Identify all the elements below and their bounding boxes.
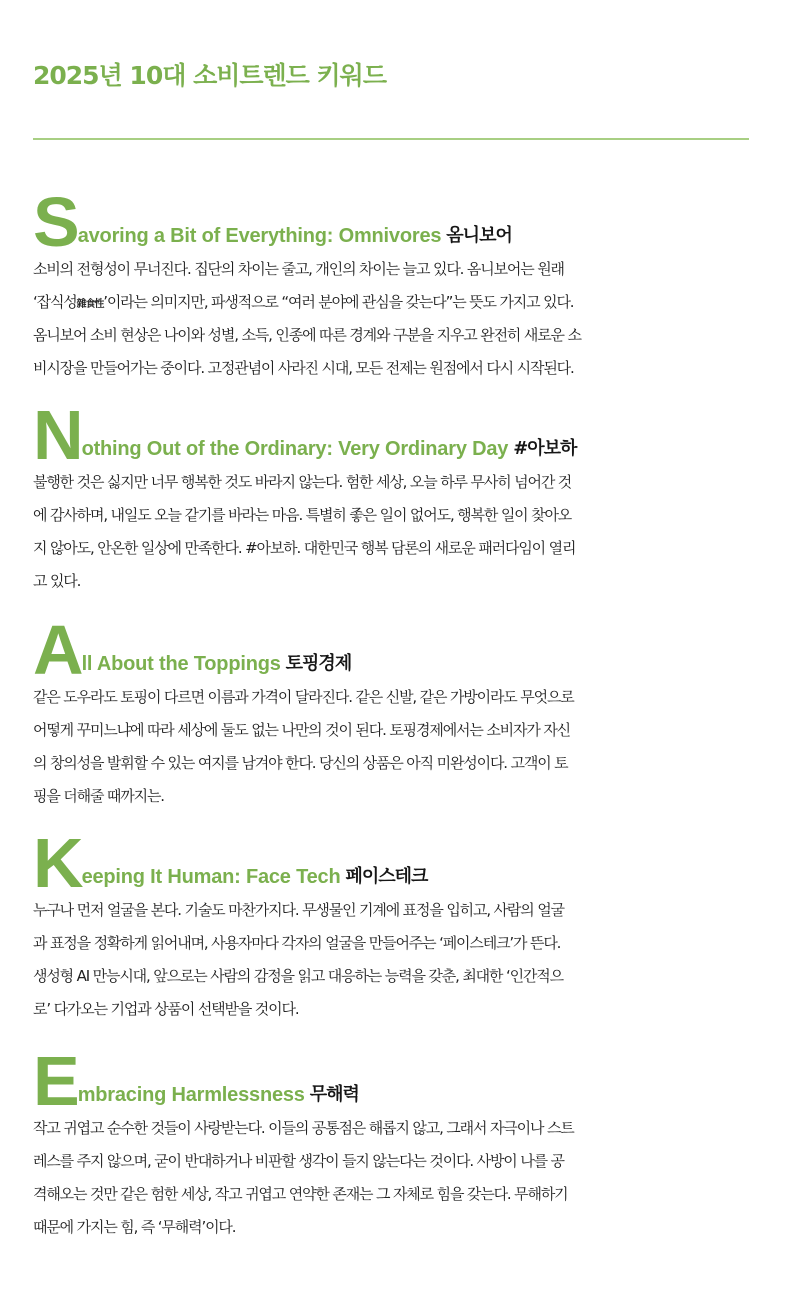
initial-letter: K [33, 824, 80, 902]
section-omnivores [33, 183, 751, 385]
body-text: ’이라는 의미지만, 파생적으로 “여러 분야에 관심을 갖는다”는 뜻도 가지고 있다. [103, 293, 574, 311]
section-heading [33, 611, 751, 689]
body-line: 작고 귀엽고 순수한 것들이 사랑받는다. 이들의 공통점은 해롭지 않고, 그래서 자극이나 스트 [33, 1119, 574, 1137]
section-title-ko: #아보하 [513, 438, 577, 459]
section-heading [33, 1042, 751, 1120]
section-body [33, 681, 751, 813]
section-title-en: ll About the Toppings [81, 653, 281, 675]
body-line: 어떻게 꾸미느냐에 따라 세상에 둘도 없는 나만의 것이 된다. 토핑경제에서는 소비자가 자신 [33, 721, 571, 739]
section-body [33, 466, 751, 598]
body-line: 의 창의성을 발휘할 수 있는 여지를 남겨야 한다. 당신의 상품은 아직 미완성이다. 고객이 토 [33, 754, 568, 772]
section-body [33, 253, 751, 385]
initial-letter: N [33, 396, 80, 474]
body-line: 고 있다. [33, 572, 81, 590]
section-harmlessness [33, 1042, 751, 1244]
body-line: 레스를 주지 않으며, 굳이 반대하거나 비판할 생각이 들지 않는다는 것이다. 사방이 나를 공 [33, 1152, 564, 1170]
initial-letter: A [33, 611, 80, 689]
body-line: 옴니보어 소비 현상은 나이와 성별, 소득, 인종에 따른 경계와 구분을 지우고 완전히 새로운 소 [33, 326, 581, 344]
section-toppings [33, 611, 751, 813]
body-line: 소비의 전형성이 무너진다. 집단의 차이는 줄고, 개인의 차이는 늘고 있다. 옴니보어는 원래 [33, 260, 564, 278]
page-title: 2025년 10대 소비트렌드 키워드 [33, 61, 386, 90]
section-face-tech [33, 824, 751, 1026]
body-line: 핑을 더해줄 때까지는. [33, 787, 164, 805]
section-title-en: avoring a Bit of Everything: Omnivores [77, 225, 442, 247]
initial-letter: S [33, 183, 76, 261]
section-heading [33, 824, 751, 902]
section-heading [33, 396, 751, 474]
body-line [33, 286, 751, 319]
section-body [33, 894, 751, 1026]
body-text: ‘잡식성 [33, 293, 77, 311]
section-title-en: othing Out of the Ordinary: Very Ordinary Day [81, 438, 509, 460]
section-title-en: mbracing Harmlessness [77, 1084, 305, 1106]
body-line: 로’ 다가오는 기업과 상품이 선택받을 것이다. [33, 1000, 299, 1018]
hanja-annotation: 雜食性 [76, 299, 104, 310]
section-heading [33, 183, 751, 261]
body-line: 누구나 먼저 얼굴을 본다. 기술도 마찬가지다. 무생물인 기계에 표정을 입히고, 사람의 얼굴 [33, 901, 564, 919]
body-line: 에 감사하며, 내일도 오늘 같기를 바라는 마음. 특별히 좋은 일이 없어도, 행복한 일이 찾아오 [33, 506, 572, 524]
section-title-en: eeping It Human: Face Tech [81, 866, 341, 888]
section-title-ko: 토핑경제 [285, 653, 352, 674]
body-line: 같은 도우라도 토핑이 다르면 이름과 가격이 달라진다. 같은 신발, 같은 가방이라도 무엇으로 [33, 688, 574, 706]
section-title-ko: 무해력 [309, 1084, 359, 1105]
section-body [33, 1112, 751, 1244]
section-title-ko: 페이스테크 [345, 866, 428, 887]
body-line: 격해오는 것만 같은 험한 세상, 작고 귀엽고 연약한 존재는 그 자체로 힘을 갖는다. 무해하기 [33, 1185, 568, 1203]
body-line: 과 표정을 정확하게 읽어내며, 사용자마다 각자의 얼굴을 만들어주는 ‘페이스테크’가 뜬다. [33, 934, 561, 952]
body-line: 생성형 AI 만능시대, 앞으로는 사람의 감정을 읽고 대응하는 능력을 갖춘, 최대한 ‘인간적으 [33, 967, 563, 985]
section-very-ordinary-day [33, 396, 751, 598]
body-line: 불행한 것은 싫지만 너무 행복한 것도 바라지 않는다. 험한 세상, 오늘 하루 무사히 넘어간 것 [33, 473, 572, 491]
body-line: 비시장을 만들어가는 중이다. 고정관념이 사라진 시대, 모든 전제는 원점에서 다시 시작된다. [33, 359, 574, 377]
initial-letter: E [33, 1042, 76, 1120]
section-title-ko: 옴니보어 [446, 225, 512, 246]
title-divider [33, 138, 749, 140]
body-line: 때문에 가지는 힘, 즉 ‘무해력’이다. [33, 1218, 236, 1236]
body-line: 지 않아도, 안온한 일상에 만족한다. #아보하. 대한민국 행복 담론의 새로운 패러다임이 열리 [33, 539, 576, 557]
